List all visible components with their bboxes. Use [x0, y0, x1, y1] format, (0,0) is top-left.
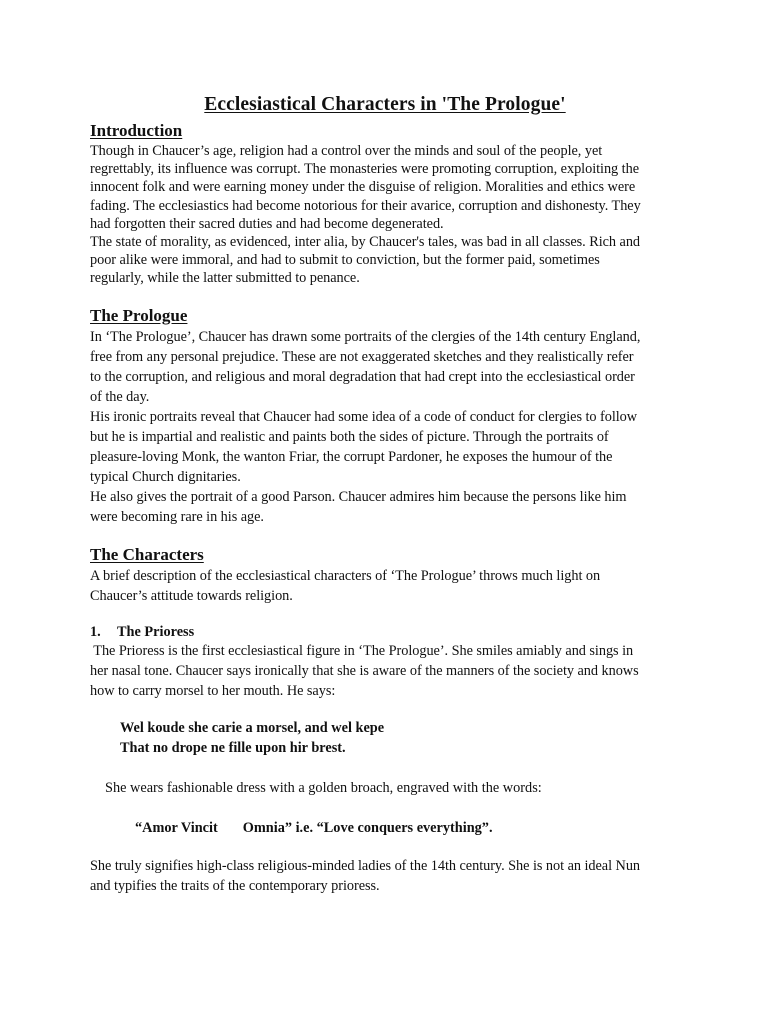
introduction-paragraph-2 [90, 233, 680, 288]
text-line: free from any personal prejudice. These are not exaggerated sketches and they realistically refer [90, 348, 634, 365]
verse-line: That no drope ne fille upon hir brest. [120, 739, 346, 756]
text-line: innocent folk and were earning money under the disguise of religion. Moralities and ethics were [90, 179, 636, 196]
text-line: to the corruption, and religious and moral degradation that had crept into the ecclesiastical order [90, 368, 635, 385]
verse-line: Wel koude she carie a morsel, and wel kepe [120, 719, 385, 736]
text-line: The state of morality, as evidenced, inter alia, by Chaucer's tales, was bad in all classes. Rich and [90, 234, 641, 251]
text-line: were becoming rare in his age. [90, 508, 264, 525]
motto-quote: “Amor Vincit Omnia” i.e. “Love conquers everything”. [135, 819, 493, 836]
heading-prologue: The Prologue [90, 305, 188, 325]
introduction-paragraph-1 [90, 142, 680, 233]
prioress-paragraph [90, 641, 680, 701]
text-line: poor alike were immoral, and had to submit to conviction, but the former paid, sometimes [90, 252, 600, 269]
list-item-prioress [90, 623, 680, 641]
text-line: fading. The ecclesiastics had become notorious for their avarice, corruption and dishonesty. They [90, 197, 641, 214]
text-line: Chaucer’s attitude towards religion. [90, 587, 293, 604]
text-line: and typifies the traits of the contemporary prioress. [90, 877, 380, 894]
text-line: had forgotten their sacred duties and had become degenerated. [90, 215, 444, 232]
text-line: A brief description of the ecclesiastical characters of ‘The Prologue’ throws much light on [90, 567, 601, 584]
text-line: Though in Chaucer’s age, religion had a control over the minds and soul of the people, yet [90, 143, 603, 159]
text-line: regrettably, its influence was corrupt. The monasteries were promoting corruption, exploiting the [90, 161, 639, 178]
text-line: her nasal tone. Chaucer says ironically that she is aware of the manners of the society and knows [90, 662, 639, 679]
text-line: typical Church dignitaries. [90, 468, 241, 485]
list-number: 1. [90, 623, 101, 640]
prologue-paragraph-1 [90, 327, 680, 407]
text-line: but he is impartial and realistic and paints both the sides of picture. Through the portraits of [90, 428, 609, 445]
document-body [90, 92, 680, 896]
prologue-paragraph-2 [90, 407, 680, 487]
list-item-title: The Prioress [117, 623, 195, 640]
characters-paragraph-1 [90, 566, 680, 606]
verse-block [90, 718, 680, 758]
text-line: His ironic portraits reveal that Chaucer had some idea of a code of conduct for clergies to follow [90, 408, 638, 425]
document-title: Ecclesiastical Characters in 'The Prologue' [204, 94, 566, 115]
text-line: In ‘The Prologue’, Chaucer has drawn some portraits of the clergies of the 14th century England, [90, 328, 641, 345]
dress-description: She wears fashionable dress with a golden broach, engraved with the words: [105, 779, 542, 796]
prioress-closing-paragraph [90, 856, 680, 896]
text-line: She truly signifies high-class religious-minded ladies of the 14th century. She is not an ideal Nun [90, 857, 641, 874]
text-line: of the day. [90, 388, 150, 405]
text-line: regularly, while the latter submitted to penance. [90, 270, 360, 287]
text-line: pleasure-loving Monk, the wanton Friar, the corrupt Pardoner, he exposes the humour of the [90, 448, 613, 465]
heading-characters: The Characters [90, 544, 204, 564]
text-line: He also gives the portrait of a good Parson. Chaucer admires him because the persons like him [90, 488, 627, 505]
text-line: how to carry morsel to her mouth. He says: [90, 682, 336, 699]
heading-introduction: Introduction [90, 121, 183, 140]
prologue-paragraph-3 [90, 487, 680, 527]
text-line: The Prioress is the first ecclesiastical figure in ‘The Prologue’. She smiles amiably and sings in [90, 642, 634, 659]
